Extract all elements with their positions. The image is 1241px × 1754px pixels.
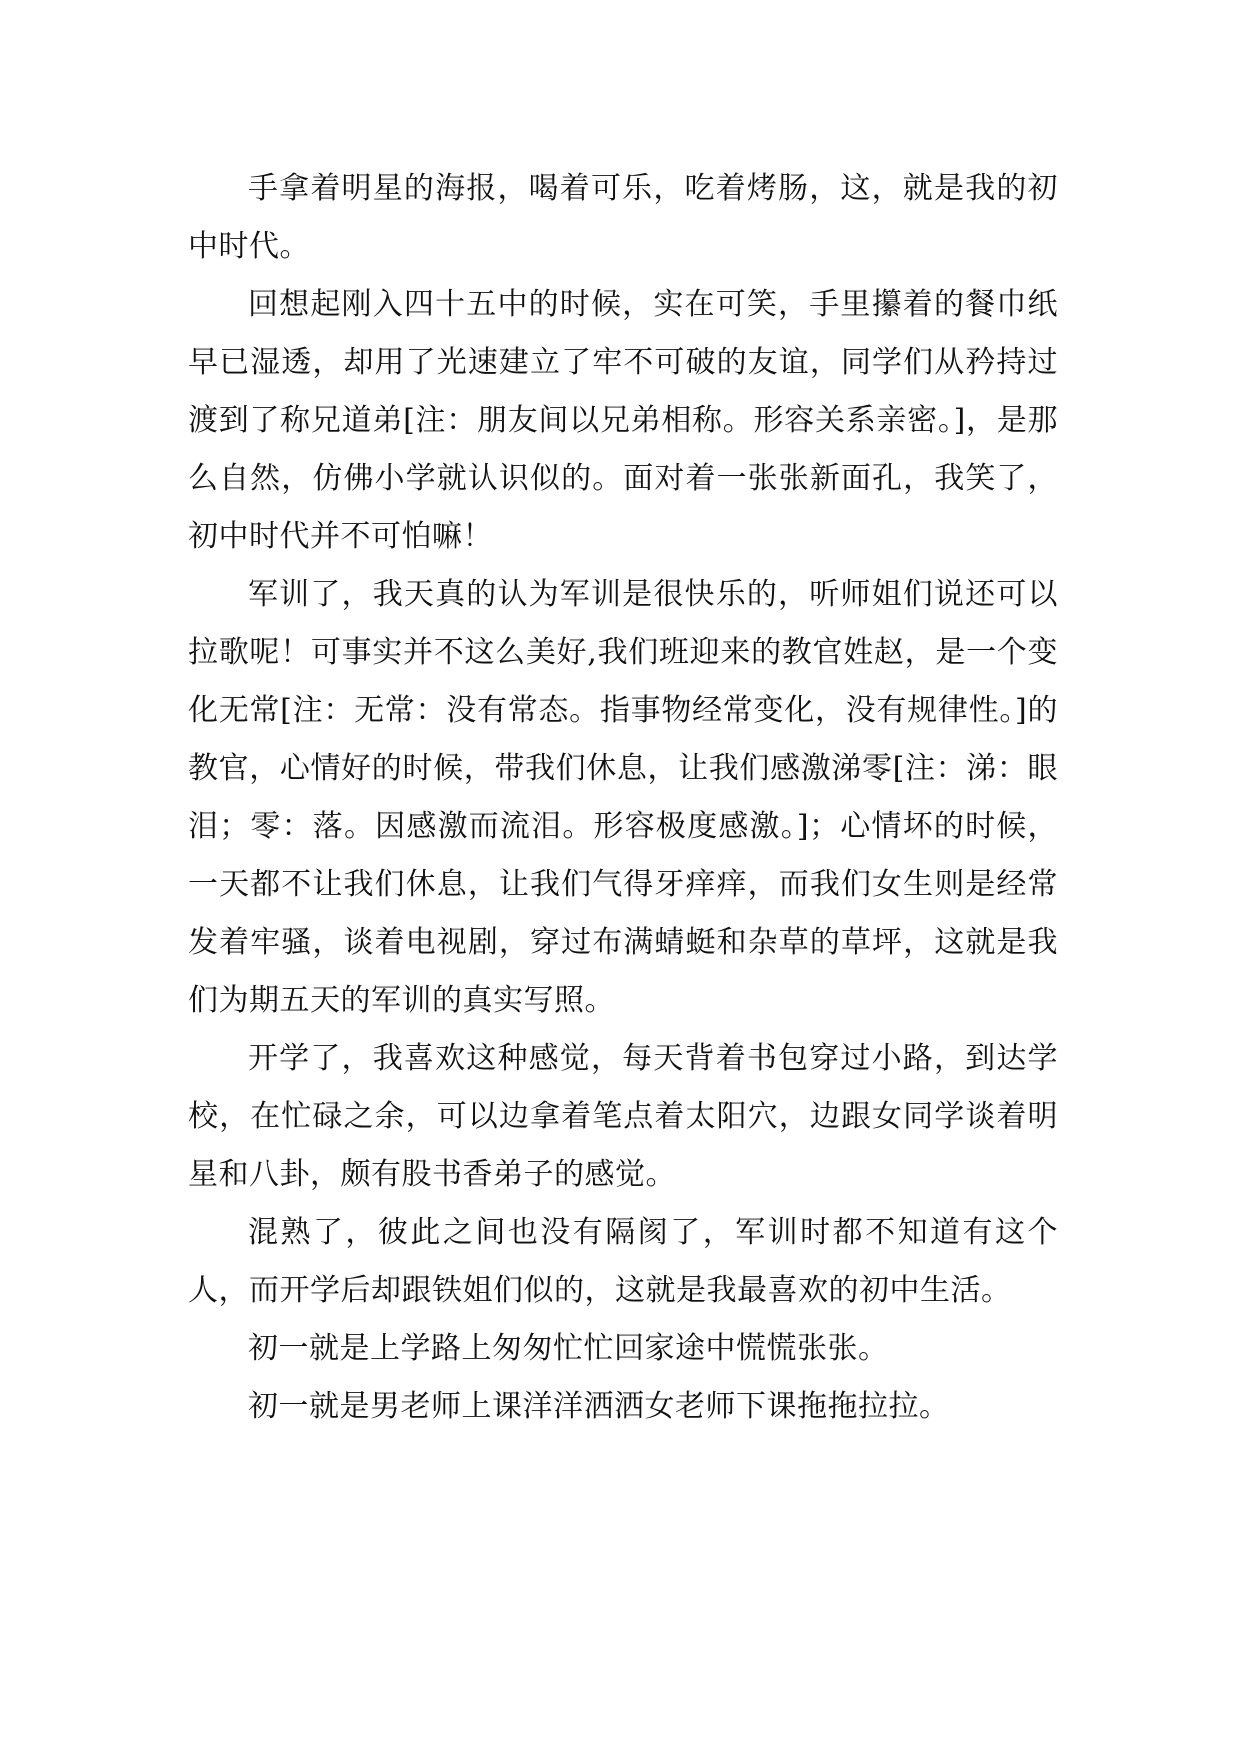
paragraph-5: 混熟了，彼此之间也没有隔阂了，军训时都不知道有这个人，而开学后却跟铁姐们似的，这就是我最喜欢的初中生活。	[188, 1215, 1058, 1308]
paragraph-7: 初一就是男老师上课洋洋洒洒女老师下课拖拖拉拉。	[248, 1389, 950, 1424]
document-body	[188, 160, 1058, 1436]
paragraph-6: 初一就是上学路上匆匆忙忙回家途中慌慌张张。	[248, 1331, 889, 1366]
paragraph-3: 军训了，我天真的认为军训是很快乐的，听师姐们说还可以拉歌呢！可事实并不这么美好,我们班迎来的教官姓赵，是一个变化无常[注：无常：没有常态。指事物经常变化，没有规律性。]的教官，心情好的时候，带我们休息，让我们感激涕零[注：涕：眼泪；零：落。因感激而流泪。形容极度感激。]；心情坏的时候，一天都不让我们休息，让我们气得牙痒痒，而我们女生则是经常发着牢骚，谈着电视剧，穿过布满蜻蜓和杂草的草坪，这就是我们为期五天的军训的真实写照。	[188, 577, 1058, 1018]
paragraph-1: 手拿着明星的海报，喝着可乐，吃着烤肠，这，就是我的初中时代。	[188, 171, 1058, 264]
paragraph-4: 开学了，我喜欢这种感觉，每天背着书包穿过小路，到达学校，在忙碌之余，可以边拿着笔点着太阳穴，边跟女同学谈着明星和八卦，颇有股书香弟子的感觉。	[188, 1041, 1058, 1192]
paragraph-2: 回想起刚入四十五中的时候，实在可笑，手里攥着的餐巾纸早已湿透，却用了光速建立了牢不可破的友谊，同学们从矜持过渡到了称兄道弟[注：朋友间以兄弟相称。形容关系亲密。]，是那么自然，仿佛小学就认识似的。面对着一张张新面孔，我笑了，初中时代并不可怕嘛！	[188, 287, 1058, 554]
